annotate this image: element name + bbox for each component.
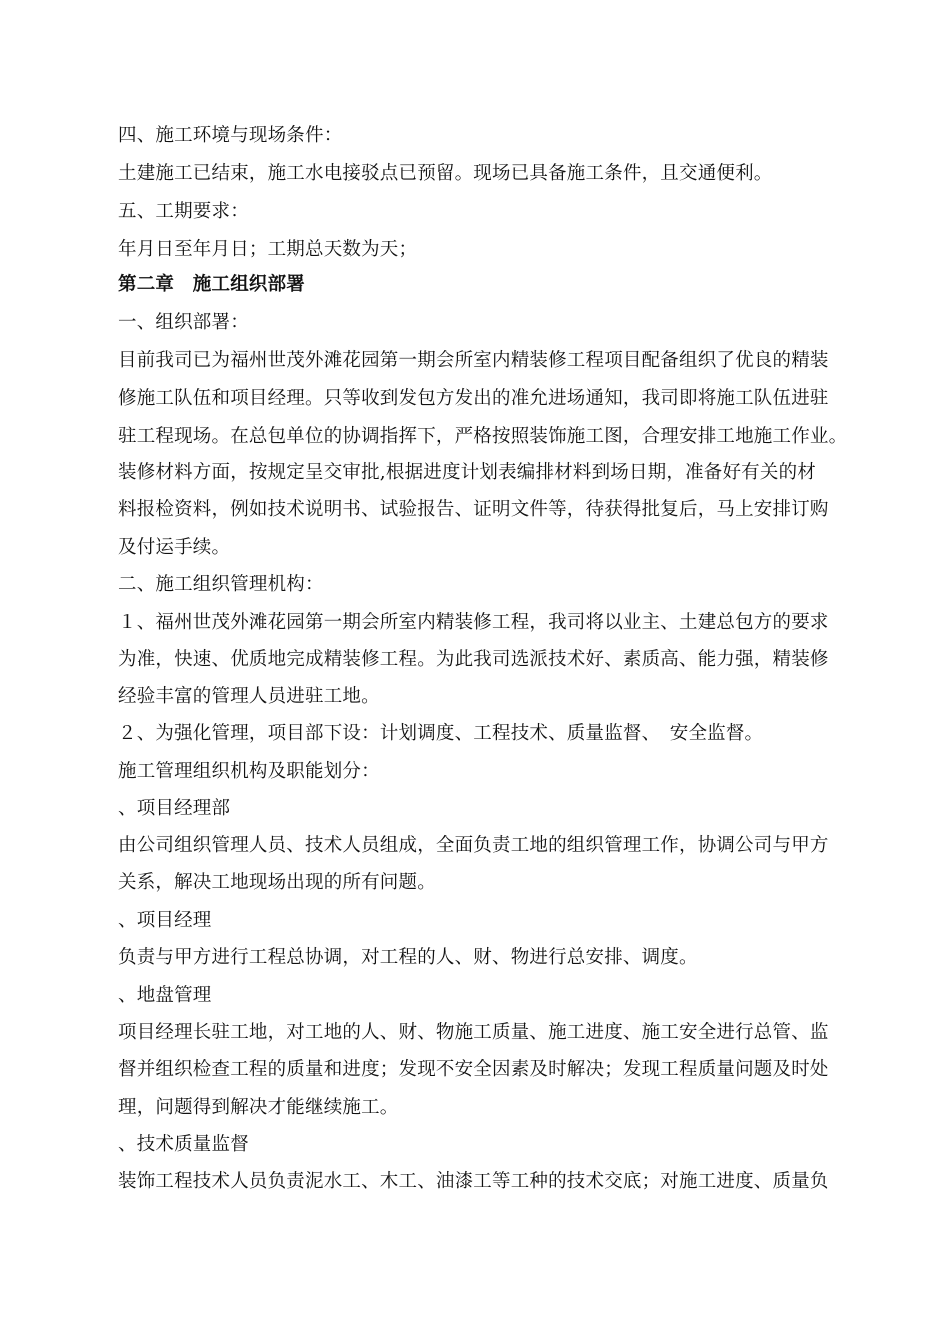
paragraph-line: １、福州世茂外滩花园第一期会所室内精装修工程，我司将以业主、土建总包方的要求 xyxy=(118,612,829,633)
paragraph-line: ２、为强化管理，项目部下设：计划调度、工程技术、质量监督、 安全监督。 xyxy=(118,723,764,744)
section-heading-site-conditions: 四、施工环境与现场条件： xyxy=(118,125,343,146)
section-heading-organization: 一、组织部署： xyxy=(118,312,249,333)
paragraph-line: 年月日至年月日；工期总天数为天； xyxy=(118,239,418,260)
paragraph-line: 负责与甲方进行工程总协调，对工程的人、财、物进行总安排、调度。 xyxy=(118,947,698,968)
paragraph-line: 目前我司已为福州世茂外滩花园第一期会所室内精装修工程项目配备组织了优良的精装 xyxy=(118,350,829,371)
subheading-project-manager: 、项目经理 xyxy=(118,910,212,931)
paragraph-line: 及付运手续。 xyxy=(118,537,231,558)
paragraph-line: 由公司组织管理人员、技术人员组成，全面负责工地的组织管理工作，协调公司与甲方 xyxy=(118,835,829,856)
subheading-project-department: 、项目经理部 xyxy=(118,798,231,819)
paragraph-line: 关系，解决工地现场出现的所有问题。 xyxy=(118,872,436,893)
paragraph-line: 修施工队伍和项目经理。只等收到发包方发出的准允进场通知，我司即将施工队伍进驻 xyxy=(118,388,829,409)
section-heading-schedule: 五、工期要求： xyxy=(118,201,249,222)
subheading-site-management: 、地盘管理 xyxy=(118,985,212,1006)
chapter-heading: 第二章 施工组织部署 xyxy=(118,274,306,295)
paragraph-line: 督并组织检查工程的质量和进度；发现不安全因素及时解决；发现工程质量问题及时处 xyxy=(118,1059,829,1080)
paragraph-line: 项目经理长驻工地，对工地的人、财、物施工质量、施工进度、施工安全进行总管、监 xyxy=(118,1022,829,1043)
subheading-quality-supervision: 、技术质量监督 xyxy=(118,1134,249,1155)
paragraph-line: 土建施工已结束，施工水电接驳点已预留。现场已具备施工条件，且交通便利。 xyxy=(118,163,773,184)
paragraph-line: 装饰工程技术人员负责泥水工、木工、油漆工等工种的技术交底；对施工进度、质量负 xyxy=(118,1171,829,1192)
paragraph-line: 施工管理组织机构及职能划分： xyxy=(118,761,380,782)
section-heading-management: 二、施工组织管理机构： xyxy=(118,574,324,595)
paragraph-line: 料报检资料，例如技术说明书、试验报告、证明文件等，待获得批复后，马上安排订购 xyxy=(118,499,829,520)
paragraph-line: 理，问题得到解决才能继续施工。 xyxy=(118,1097,399,1118)
paragraph-line: 经验丰富的管理人员进驻工地。 xyxy=(118,686,380,707)
paragraph-line: 装修材料方面，按规定呈交审批,根据进度计划表编排材料到场日期，准备好有关的材 xyxy=(118,462,816,483)
paragraph-line: 驻工程现场。在总包单位的协调指挥下，严格按照装饰施工图，合理安排工地施工作业。 xyxy=(118,426,848,447)
paragraph-line: 为准，快速、优质地完成精装修工程。为此我司选派技术好、素质高、能力强，精装修 xyxy=(118,649,829,670)
